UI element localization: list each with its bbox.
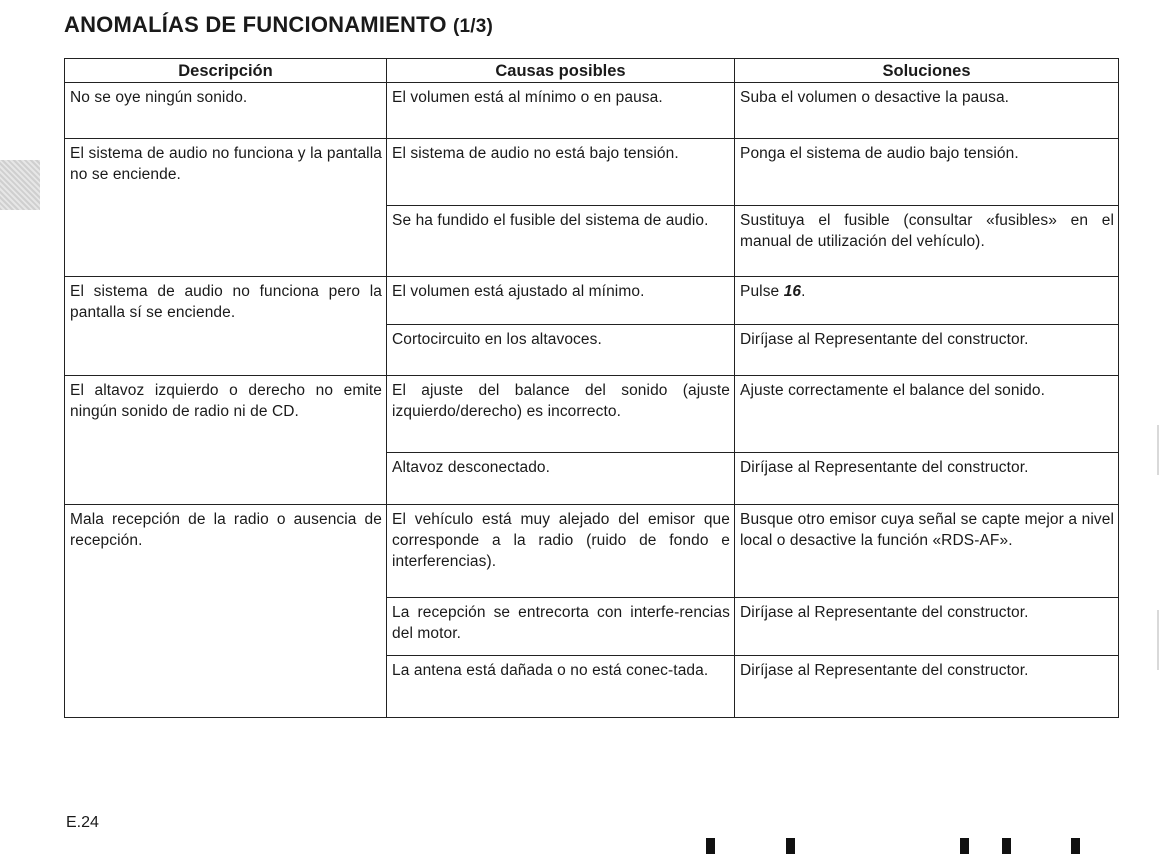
table-row [65,83,1119,139]
solution-text: . [801,283,806,300]
title-text: ANOMALÍAS DE FUNCIONAMIENTO [64,12,447,37]
table-header-row [65,59,1119,83]
print-registration-mark [1002,838,1011,854]
header-causes: Causas posibles [387,59,735,83]
page-edge-mark [1157,425,1159,475]
solution-cell: Diríjase al Representante del constructor. [735,453,1119,505]
solution-cell: Ponga el sistema de audio bajo tensión. [735,139,1119,206]
solution-cell: Diríjase al Representante del constructor. [735,598,1119,656]
description-cell: No se oye ningún sonido. [65,83,387,139]
solution-cell [735,277,1119,325]
print-registration-mark [786,838,795,854]
description-cell: El sistema de audio no funciona pero la pantalla sí se enciende. [65,277,387,376]
title-part-indicator: (1/3) [452,16,494,37]
troubleshooting-table [64,58,1119,718]
solution-cell: Diríjase al Representante del constructor. [735,656,1119,718]
header-description: Descripción [65,59,387,83]
solution-cell: Diríjase al Representante del constructor. [735,325,1119,376]
cause-cell: El volumen está al mínimo o en pausa. [387,83,735,139]
cause-cell: El ajuste del balance del sonido (ajuste izquierdo/derecho) es incorrecto. [387,376,735,453]
print-registration-mark [1071,838,1080,854]
description-cell: Mala recepción de la radio o ausencia de recepción. [65,505,387,718]
section-tab-marker [0,160,40,210]
button-reference: 16 [783,283,802,300]
cause-cell: La antena está dañada o no está conec-tada. [387,656,735,718]
table-row [65,505,1119,598]
cause-cell: Cortocircuito en los altavoces. [387,325,735,376]
print-registration-mark [706,838,715,854]
solution-cell: Ajuste correctamente el balance del sonido. [735,376,1119,453]
cause-cell: Se ha fundido el fusible del sistema de audio. [387,206,735,277]
solution-text: Pulse [740,283,784,300]
table-row [65,277,1119,325]
header-solutions: Soluciones [735,59,1119,83]
solution-cell: Busque otro emisor cuya señal se capte mejor a nivel local o desactive la función «RDS-AF». [735,505,1119,598]
page-title [64,12,493,38]
table-row [65,376,1119,453]
solution-cell: Suba el volumen o desactive la pausa. [735,83,1119,139]
table-row [65,139,1119,206]
solution-cell: Sustituya el fusible (consultar «fusibles» en el manual de utilización del vehículo). [735,206,1119,277]
cause-cell: El volumen está ajustado al mínimo. [387,277,735,325]
cause-cell: El sistema de audio no está bajo tensión. [387,139,735,206]
cause-cell: La recepción se entrecorta con interfe-rencias del motor. [387,598,735,656]
description-cell: El sistema de audio no funciona y la pantalla no se enciende. [65,139,387,277]
cause-cell: El vehículo está muy alejado del emisor que corresponde a la radio (ruido de fondo e interferencias). [387,505,735,598]
page-edge-mark [1157,610,1159,670]
print-registration-mark [960,838,969,854]
description-cell: El altavoz izquierdo o derecho no emite ningún sonido de radio ni de CD. [65,376,387,505]
cause-cell: Altavoz desconectado. [387,453,735,505]
page-number: E.24 [66,814,99,831]
